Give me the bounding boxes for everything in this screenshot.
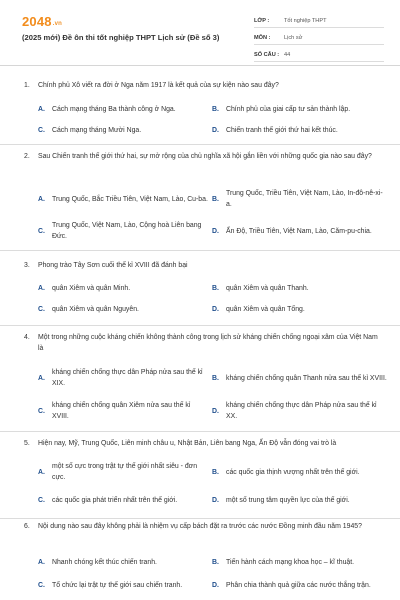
option-letter: A. — [38, 195, 45, 203]
option-letter: A. — [38, 105, 45, 113]
question-number: 2. — [24, 153, 30, 160]
option-letter: C. — [38, 126, 45, 134]
exam-title: (2025 mới) Đề ôn thi tốt nghiệp THPT Lịch sử (Đề số 3) — [22, 33, 220, 42]
meta-value: 44 — [284, 51, 291, 58]
option-letter: B. — [212, 558, 219, 566]
meta-label: LỚP : — [254, 17, 270, 24]
option-a[interactable] — [38, 366, 208, 390]
option-b[interactable] — [212, 555, 387, 569]
meta-label: MÔN : — [254, 34, 271, 41]
option-letter: C. — [38, 496, 45, 504]
meta-label: SỐ CÂU : — [254, 51, 280, 58]
option-a[interactable] — [38, 102, 198, 116]
question-6 — [0, 521, 400, 600]
question-text: Hiện nay, Mỹ, Trung Quốc, Liên minh châu u, Nhật Bản, Liên bang Nga, Ấn Độ vẫn đóng vai trò là — [38, 440, 337, 447]
option-letter: D. — [212, 126, 219, 134]
question-number: 4. — [24, 334, 30, 341]
option-letter: B. — [212, 468, 219, 476]
option-letter: D. — [212, 407, 219, 415]
meta-row-subject — [254, 31, 384, 45]
option-d[interactable] — [212, 302, 387, 316]
option-text: Tiến hành cách mạng khoa học – kĩ thuật. — [226, 558, 355, 566]
option-text: các quốc gia phát triển nhất trên thế giới. — [52, 496, 178, 504]
question-stem — [24, 521, 382, 532]
option-text: quân Xiêm và quân Minh. — [52, 284, 131, 292]
question-text: Sau Chiến tranh thế giới thứ hai, sự mở rộng của chủ nghĩa xã hội gắn liền với những quốc gia nào sau đây? — [38, 153, 372, 160]
question-stem — [24, 151, 382, 162]
option-letter: A. — [38, 284, 45, 292]
question-3 — [0, 260, 400, 326]
option-c[interactable] — [38, 302, 198, 316]
option-letter: B. — [212, 374, 219, 382]
option-text: Phân chia thành quả giữa các nước thắng trận. — [226, 581, 371, 589]
option-text: kháng chiến chống thực dân Pháp nửa sau thế kỉ XX. — [226, 402, 377, 420]
option-text: Cách mạng tháng Mười Nga. — [52, 126, 142, 134]
option-text: một số cực trong trật tự thế giới nhất siêu - đơn cực. — [52, 463, 198, 481]
option-letter: B. — [212, 105, 219, 113]
option-text: Tổ chức lại trật tự thế giới sau chiến tranh. — [52, 581, 183, 589]
logo-number: 2048 — [22, 14, 52, 29]
option-b[interactable] — [212, 366, 387, 390]
option-text: một số trung tâm quyền lực của thế giới. — [226, 496, 350, 504]
question-number: 1. — [24, 82, 30, 89]
option-d[interactable] — [212, 493, 387, 507]
option-text: quân Xiêm và quân Nguyên. — [52, 305, 139, 313]
meta-value: Lịch sử — [284, 34, 303, 41]
option-text: Trung Quốc, Triều Tiên, Việt Nam, Lào, In-đô-nê-xi-a. — [226, 190, 383, 208]
question-stem — [24, 80, 382, 91]
option-text: Ấn Độ, Triều Tiên, Việt Nam, Lào, Căm-pu-chia. — [226, 227, 372, 235]
option-text: kháng chiến chống thực dân Pháp nửa sau thế kỉ XIX. — [52, 369, 203, 387]
question-text: Phong trào Tây Sơn cuối thế kỉ XVIII đã đánh bại — [38, 262, 188, 269]
question-stem — [24, 332, 382, 354]
option-letter: C. — [38, 581, 45, 589]
question-text: Một trong những cuộc kháng chiến không thành công trong lịch sử kháng chiến chống ngoại xâm của Việt Nam là — [38, 334, 378, 352]
option-letter: C. — [38, 305, 45, 313]
option-c[interactable] — [38, 578, 208, 592]
option-c[interactable] — [38, 219, 208, 243]
exam-meta — [254, 14, 384, 65]
option-letter: B. — [212, 195, 219, 203]
option-text: kháng chiến chống quân Xiêm nửa sau thế kỉ XVIII. — [52, 402, 191, 420]
option-a[interactable] — [38, 281, 198, 295]
question-5 — [0, 438, 400, 519]
option-letter: A. — [38, 374, 45, 382]
logo-tld: .vn — [52, 21, 63, 27]
question-text: Nội dung nào sau đây không phải là nhiệm vụ cấp bách đặt ra trước các nước Đồng minh đầu năm 1945? — [38, 523, 362, 530]
question-stem — [24, 438, 382, 449]
option-d[interactable] — [212, 219, 387, 243]
option-letter: D. — [212, 227, 219, 235]
question-number: 5. — [24, 440, 30, 447]
option-c[interactable] — [38, 399, 208, 423]
option-d[interactable] — [212, 574, 387, 596]
option-letter: D. — [212, 581, 219, 589]
question-text: Chính phủ Xô viết ra đời ở Nga năm 1917 là kết quả của sự kiện nào sau đây? — [38, 82, 279, 89]
option-c[interactable] — [38, 493, 208, 507]
question-stem — [24, 260, 382, 271]
option-text: quân Xiêm và quân Thanh. — [226, 284, 309, 292]
option-a[interactable] — [38, 460, 208, 484]
option-b[interactable] — [212, 460, 387, 484]
option-text: Cách mạng tháng Ba thành công ở Nga. — [52, 105, 176, 113]
option-letter: D. — [212, 496, 219, 504]
option-d[interactable] — [212, 123, 387, 137]
option-text: Trung Quốc, Việt Nam, Lào, Cộng hoà Liên bang Đức. — [52, 222, 202, 240]
question-1 — [0, 80, 400, 145]
option-text: Chính phủ của giai cấp tư sản thành lập. — [226, 105, 351, 113]
meta-value: Tốt nghiệp THPT — [284, 17, 327, 24]
meta-row-class — [254, 14, 384, 28]
question-4 — [0, 332, 400, 432]
option-b[interactable] — [212, 281, 387, 295]
option-text: quân Xiêm và quân Tống. — [226, 305, 305, 313]
option-c[interactable] — [38, 123, 198, 137]
site-logo[interactable] — [22, 14, 62, 29]
option-letter: B. — [212, 284, 219, 292]
option-b[interactable] — [212, 102, 387, 116]
question-number: 3. — [24, 262, 30, 269]
question-number: 6. — [24, 523, 30, 530]
option-text: Nhanh chóng kết thúc chiến tranh. — [52, 558, 157, 566]
question-2 — [0, 151, 400, 251]
option-letter: C. — [38, 227, 45, 235]
option-a[interactable] — [38, 187, 208, 211]
option-d[interactable] — [212, 399, 387, 423]
option-text: kháng chiến chống quân Thanh nửa sau thế kỉ XVIII. — [226, 374, 387, 382]
meta-row-count — [254, 48, 384, 62]
option-letter: C. — [38, 407, 45, 415]
option-b[interactable] — [212, 187, 387, 211]
option-text: Chiến tranh thế giới thứ hai kết thúc. — [226, 126, 338, 134]
option-text: các quốc gia thịnh vượng nhất trên thế giới. — [226, 468, 360, 476]
option-a[interactable] — [38, 555, 208, 569]
option-letter: A. — [38, 558, 45, 566]
option-letter: A. — [38, 468, 45, 476]
option-letter: D. — [212, 305, 219, 313]
header — [0, 0, 400, 66]
option-text: Trung Quốc, Bắc Triều Tiên, Việt Nam, Lào, Cu-ba. — [52, 195, 208, 203]
